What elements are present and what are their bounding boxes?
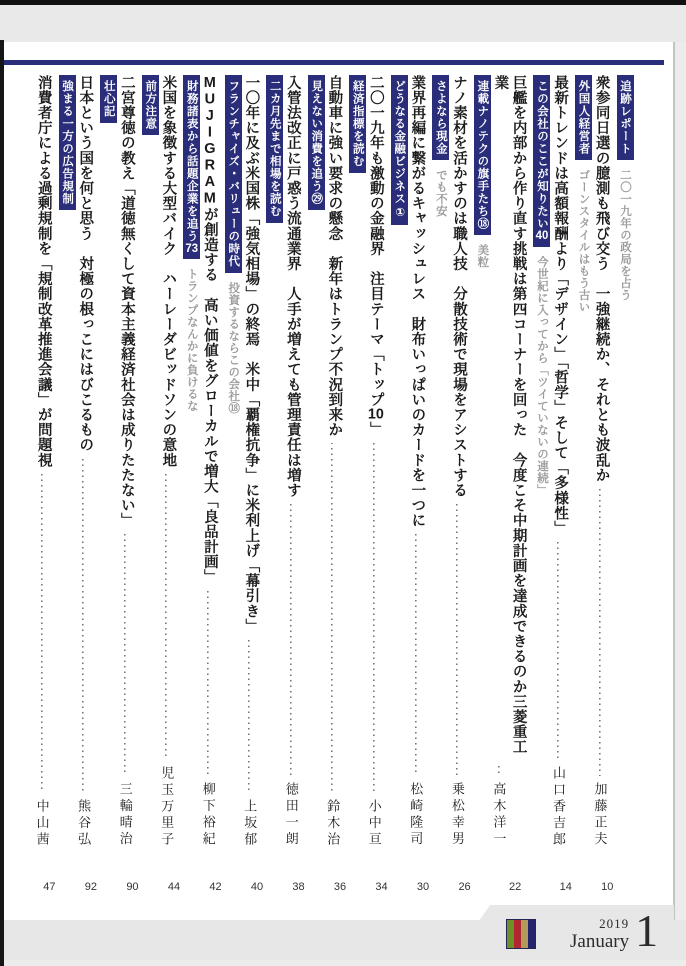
toc-article bbox=[325, 75, 367, 893]
dotted-leader bbox=[159, 474, 173, 760]
toc-article bbox=[491, 75, 551, 893]
navy-header-rule bbox=[4, 60, 664, 65]
article-author: 児玉万里子 bbox=[159, 765, 175, 848]
article-page-number: 92 bbox=[84, 881, 98, 893]
article-title-line bbox=[201, 75, 219, 848]
toc-article bbox=[242, 75, 284, 893]
article-title: 最新トレンドは高額報酬より「デザイン」「哲学」そして「多様性」 bbox=[552, 75, 569, 536]
article-title: MUJIGRAMが創造する 高い価値をグローカルで増大「良品計画」 bbox=[201, 75, 218, 585]
article-page-number: 38 bbox=[292, 881, 305, 893]
toc-article bbox=[592, 75, 634, 893]
article-author: 乗松幸男 bbox=[449, 782, 465, 848]
article-head-line bbox=[616, 75, 634, 848]
article-series-label: 外国人経営者 bbox=[575, 75, 592, 160]
article-page-number: 36 bbox=[333, 881, 347, 893]
toc-article bbox=[201, 75, 243, 893]
article-author: 山口香吉郎 bbox=[550, 765, 566, 848]
article-series-label: どうなる金融ビジネス① bbox=[391, 75, 408, 225]
article-series-label: さよなら現金 bbox=[432, 75, 449, 160]
issue-year: 2019 bbox=[599, 915, 630, 931]
table-of-contents bbox=[34, 75, 634, 893]
dotted-leader bbox=[118, 534, 132, 776]
article-head-line bbox=[141, 75, 159, 848]
article-author: 三輪晴治 bbox=[117, 782, 133, 848]
article-page-number: 40 bbox=[250, 881, 264, 893]
issue-number: 1 bbox=[635, 905, 659, 957]
article-title-line bbox=[76, 75, 94, 848]
dotted-leader bbox=[76, 459, 90, 793]
article-head-line bbox=[431, 75, 449, 848]
top-gray-band bbox=[0, 5, 686, 42]
article-subtitle: ゴーンスタイルはもう古い bbox=[577, 169, 590, 313]
article-head-line bbox=[574, 75, 592, 848]
brand-logo-stripes-icon bbox=[506, 919, 536, 949]
article-title: ナノ素材を活かすのは職人技 分散技術で現場をアシストする bbox=[450, 75, 467, 498]
article-subtitle: 二〇一九年の政局を占う bbox=[619, 169, 631, 301]
article-title-line bbox=[408, 75, 426, 848]
dotted-leader bbox=[408, 534, 422, 776]
article-head-line bbox=[265, 75, 283, 848]
toc-article bbox=[284, 75, 326, 893]
dotted-leader bbox=[491, 766, 505, 776]
article-title: 日本という国を何と思う 対極の根っこにはびこるもの bbox=[77, 75, 94, 453]
article-series-label: 二カ月先まで相場を読む bbox=[266, 75, 283, 223]
article-author: 高木洋一 bbox=[491, 782, 507, 848]
article-title: 業界再編に繋がるキャッシュレス 財布いっぱいのカードを一つに bbox=[409, 75, 426, 528]
toc-article bbox=[159, 75, 201, 893]
article-author: 松崎隆司 bbox=[408, 782, 424, 848]
issue-month: January bbox=[570, 930, 630, 952]
article-title: 入管法改正に戸惑う流通業界 人手が増えても管理責任は増す bbox=[284, 75, 301, 498]
article-author: 熊谷弘 bbox=[76, 798, 92, 848]
dotted-leader bbox=[201, 591, 215, 777]
article-page-number: 42 bbox=[209, 881, 222, 893]
article-page-number: 47 bbox=[43, 881, 56, 893]
article-subtitle: 投資するならこの会社⑱ bbox=[227, 281, 240, 414]
article-title-line bbox=[367, 75, 385, 848]
article-series-label: 財務諸表から話題企業を追う73 bbox=[183, 75, 200, 259]
article-head-line bbox=[224, 75, 242, 848]
article-title: 一〇年に及ぶ米国株「強気相場」の終焉 米中「覇権抗争」に米利上げ「幕引き」 bbox=[243, 75, 260, 634]
article-title-line bbox=[159, 75, 177, 848]
article-series-label: 経済指標を読む bbox=[349, 75, 366, 173]
article-author: 小中亘 bbox=[366, 798, 382, 848]
article-series-label: 強まる一方の広告規制 bbox=[59, 75, 76, 210]
toc-article bbox=[450, 75, 492, 893]
article-series-label: 連載ナノテクの旗手たち⑱ bbox=[474, 75, 491, 235]
article-title-line bbox=[284, 75, 302, 848]
article-head-line bbox=[58, 75, 76, 848]
article-title-line bbox=[450, 75, 468, 848]
dotted-leader bbox=[35, 474, 49, 793]
dotted-leader bbox=[284, 504, 298, 776]
toc-article bbox=[408, 75, 450, 893]
article-title: 自動車に強い要求の懸念 新年はトランプ不況到来か bbox=[326, 75, 343, 438]
article-page-number: 90 bbox=[126, 881, 139, 893]
article-title-line bbox=[242, 75, 260, 848]
article-subtitle: でも不安 bbox=[434, 169, 447, 217]
article-title: 米国を象徴する大型バイク ハーレーダビッドソンの意地 bbox=[160, 75, 177, 468]
article-title: 巨艦を内部から作り直す挑戦は第四コーナーを回った 今度こそ中期計画を達成できるのか三菱重工業 bbox=[492, 75, 527, 755]
article-page-number: 22 bbox=[509, 881, 522, 893]
article-series-label: この会社のここが知りたい40 bbox=[533, 75, 550, 247]
article-author: 柳下裕紀 bbox=[200, 782, 216, 848]
toc-article bbox=[76, 75, 118, 893]
article-head-line bbox=[390, 75, 408, 848]
article-head-line bbox=[99, 75, 117, 848]
article-title-line bbox=[491, 75, 527, 848]
toc-article bbox=[551, 75, 593, 893]
issue-date bbox=[570, 905, 659, 957]
toc-article bbox=[118, 75, 160, 893]
article-head-line bbox=[473, 75, 491, 848]
article-page-number: 26 bbox=[458, 881, 471, 893]
article-subtitle: 今世紀に入ってから「ツイていないの連続」 bbox=[535, 255, 548, 496]
article-series-label: 見えない消費を追う㉙ bbox=[308, 75, 325, 210]
article-head-line bbox=[182, 75, 200, 848]
article-head-line bbox=[348, 75, 366, 848]
article-author: 中山茜 bbox=[34, 798, 50, 848]
article-title-line bbox=[551, 75, 569, 848]
article-page-number: 34 bbox=[375, 881, 388, 893]
article-title-line bbox=[592, 75, 610, 848]
article-page-number: 14 bbox=[559, 881, 572, 893]
article-page-number: 30 bbox=[416, 881, 430, 893]
dotted-leader bbox=[242, 640, 256, 793]
article-title: 二〇一九年も激動の金融界 注目テーマ「トップ10」 bbox=[367, 75, 384, 437]
article-author: 上坂郁 bbox=[242, 798, 258, 848]
article-title: 二宮尊徳の教え「道徳無くして資本主義経済社会は成りたたない」 bbox=[118, 75, 135, 528]
article-title: 消費者庁による過剰規制を「規制改革推進会議」が問題視 bbox=[35, 75, 52, 468]
dotted-leader bbox=[551, 542, 565, 760]
article-series-label: 壮心記 bbox=[100, 75, 117, 123]
left-black-edge bbox=[0, 40, 4, 966]
article-author: 加藤正夫 bbox=[592, 782, 608, 848]
article-title-line bbox=[35, 75, 53, 848]
dotted-leader bbox=[592, 489, 606, 776]
toc-article bbox=[367, 75, 409, 893]
toc-article bbox=[35, 75, 77, 893]
dotted-leader bbox=[367, 443, 381, 793]
article-head-line bbox=[307, 75, 325, 848]
article-series-label: フランチャイズ・バリューの時代 bbox=[225, 75, 242, 273]
dotted-leader bbox=[325, 443, 339, 792]
article-title-line bbox=[118, 75, 136, 848]
issue-mark bbox=[506, 906, 666, 956]
article-author: 鈴木治 bbox=[325, 798, 341, 848]
article-page-number: 44 bbox=[167, 881, 181, 893]
article-series-label: 前方注意 bbox=[142, 75, 159, 135]
article-title: 衆参同日選の臆測も飛び交う 一強継続か、それとも波乱か bbox=[593, 75, 610, 483]
article-page-number: 10 bbox=[601, 881, 614, 893]
article-head-line bbox=[533, 75, 551, 848]
article-subtitle: トランプなんかに負けるな bbox=[185, 268, 198, 412]
article-subtitle: 美粒 bbox=[476, 243, 489, 268]
article-author: 徳田一朗 bbox=[283, 782, 299, 848]
article-series-label: 追跡レポート bbox=[617, 75, 634, 160]
dotted-leader bbox=[450, 504, 464, 776]
article-title-line bbox=[325, 75, 343, 848]
